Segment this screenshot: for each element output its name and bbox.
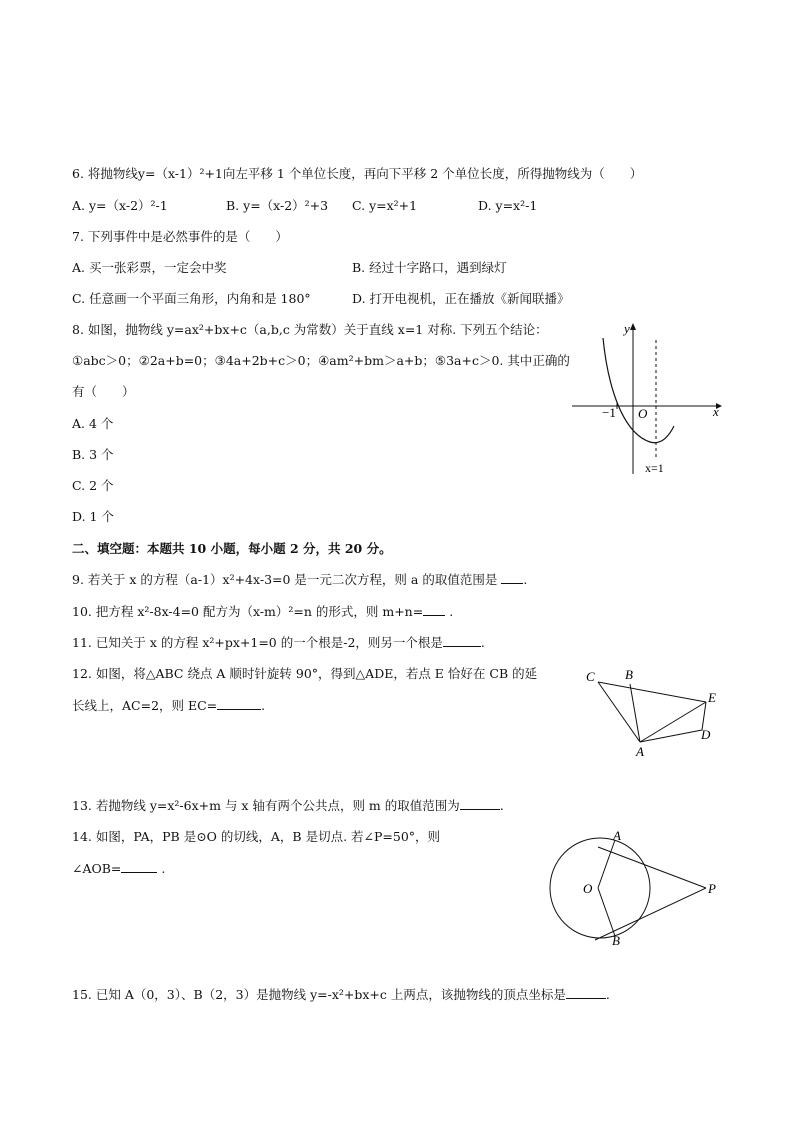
q14-line2-b: .	[161, 861, 166, 876]
q8-option-b: B. 3 个	[72, 447, 114, 462]
q14-label-a: A	[613, 828, 621, 843]
q12-line-ba	[630, 684, 640, 742]
q9-text-a: 9. 若关于 x 的方程（a-1）x²+4x-3=0 是一元二次方程，则 a 的取值范围是	[72, 572, 498, 587]
q14-label-b: B	[612, 933, 620, 948]
q6-stem-part-a: 6. 将抛物线	[72, 166, 138, 181]
q15-text-a: 15. 已知 A（0，3）、B（2，3）是抛物线 y=-x²+bx+c 上两点，该抛物线的顶点坐标是	[72, 987, 566, 1002]
q14-circle-figure	[540, 826, 730, 950]
q12-line-ce	[598, 682, 706, 702]
q13-text	[72, 798, 504, 814]
q7-option-c: C. 任意画一个平面三角形，内角和是 180°	[72, 291, 311, 306]
q14-answer-blank[interactable]	[121, 862, 157, 873]
q14-line1: 14. 如图，PA，PB 是⊙O 的切线，A，B 是切点. 若∠P=50°，则	[72, 829, 441, 844]
q13-text-b: .	[499, 798, 504, 813]
q8-parabola-figure	[568, 318, 728, 480]
q14-circle-o	[550, 838, 650, 938]
q11-answer-blank[interactable]	[443, 636, 481, 647]
q13-text-a: 13. 若抛物线 y=x²-6x+m 与 x 轴有两个公共点，则 m 的取值范围为	[72, 798, 460, 813]
q7-option-d: D. 打开电视机，正在播放《新闻联播》	[352, 291, 570, 306]
q6-stem-expression: y=（x-1）²+1	[137, 166, 223, 181]
q8-option-c: C. 2 个	[72, 478, 114, 493]
q8-y-label: y	[624, 321, 630, 336]
q8-line1: 8. 如图，抛物线 y=ax²+bx+c（a,b,c 为常数）关于直线 x=1 对称. 下列五个结论：	[72, 322, 548, 337]
q12-answer-blank[interactable]	[217, 699, 261, 710]
q12-label-b: B	[625, 667, 633, 682]
q14-radius-ob	[598, 888, 615, 936]
q6-option-b: B. y=（x-2）²+3	[226, 198, 329, 213]
q12-line2-a: 长线上，AC=2，则 EC=	[72, 698, 218, 713]
q12-line1: 12. 如图，将△ABC 绕点 A 顺时针旋转 90°，得到△ADE，若点 E 恰好在 CB 的延	[72, 666, 538, 681]
q6-option-c: C. y=x²+1	[352, 198, 418, 213]
q14-label-p: P	[708, 881, 716, 896]
q8-option-a: A. 4 个	[72, 416, 114, 431]
q15-answer-blank[interactable]	[566, 988, 606, 999]
q8-origin-label: O	[638, 406, 648, 421]
q8-line2: ①abc＞0；②2a+b=0；③4a+2b+c＞0；④am²+bm＞a+b；⑤3a+c＞0. 其中正确的	[72, 353, 570, 368]
q12-line-de	[702, 702, 706, 730]
q6-option-d: D. y=x²-1	[478, 198, 538, 213]
q11-text-a: 11. 已知关于 x 的方程 x²+px+1=0 的一个根是-2，则另一个根是	[72, 635, 443, 650]
q9-answer-blank[interactable]	[501, 573, 523, 584]
q7-option-a: A. 买一张彩票，一定会中奖	[72, 260, 227, 275]
q8-symmetry-label: x=1	[645, 461, 664, 475]
q12-label-c: C	[586, 669, 595, 684]
q12-label-a: A	[636, 744, 644, 759]
q10-answer-blank[interactable]	[423, 605, 445, 616]
q8-parabola-curve	[603, 338, 674, 443]
q11-text	[72, 635, 485, 651]
section2-heading: 二、填空题：本题共 10 小题，每小题 2 分，共 20 分。	[72, 541, 392, 556]
q9-text	[72, 572, 527, 588]
q12-line-ca	[598, 682, 640, 742]
q14-radius-oa	[598, 840, 615, 888]
q7-stem: 7. 下列事件中是必然事件的是（ ）	[72, 229, 288, 244]
q6-stem	[72, 166, 642, 182]
q9-text-b: .	[523, 572, 528, 587]
q10-text	[72, 604, 453, 620]
q14-tangent-pa	[598, 847, 706, 888]
q7-option-b: B. 经过十字路口，遇到绿灯	[352, 260, 507, 275]
q10-text-a: 10. 把方程 x²-8x-4=0 配方为（x-m）²=n 的形式，则 m+n=	[72, 604, 424, 619]
q11-text-b: .	[480, 635, 485, 650]
q14-line2-a: ∠AOB=	[72, 861, 122, 876]
q15-text-b: .	[605, 987, 610, 1002]
q15-text	[72, 987, 610, 1003]
q8-x-label: x	[713, 404, 719, 419]
q8-y-axis-arrow	[630, 323, 636, 330]
q12-line2-b: .	[261, 698, 266, 713]
q13-answer-blank[interactable]	[460, 799, 500, 810]
q12-line2	[72, 698, 265, 714]
q14-label-o: O	[583, 881, 593, 896]
q8-tick-label: −1	[602, 405, 616, 420]
q10-text-b: .	[449, 604, 454, 619]
q6-option-a: A. y=（x-2）²-1	[72, 198, 168, 213]
q12-label-d: D	[701, 727, 711, 742]
q14-line2	[72, 861, 165, 877]
q12-triangle-figure	[584, 664, 724, 760]
q8-line3: 有（ ）	[72, 384, 135, 399]
q12-label-e: E	[708, 690, 716, 705]
q6-stem-part-b: 向左平移 1 个单位长度，再向下平移 2 个单位长度，所得抛物线为（ ）	[222, 166, 643, 181]
q8-option-d: D. 1 个	[72, 509, 114, 524]
